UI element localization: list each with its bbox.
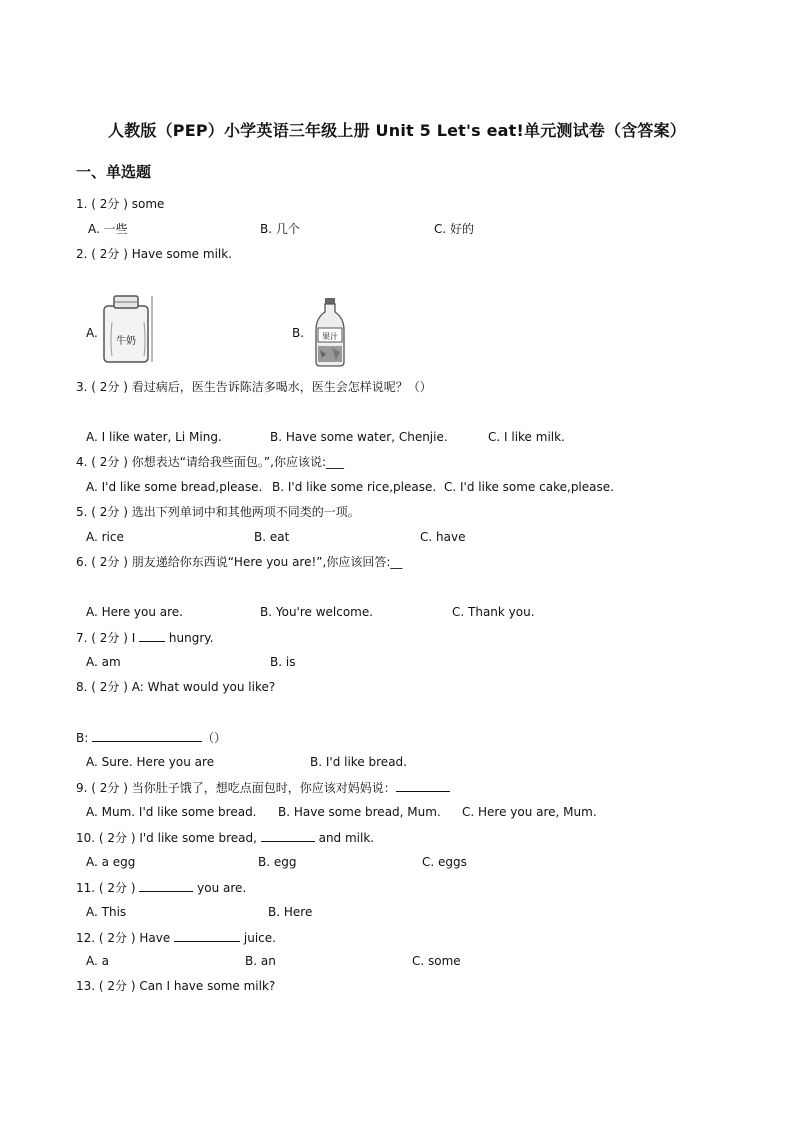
option-b[interactable]: B. eat [254,530,290,544]
option-a[interactable]: A. rice [86,530,124,544]
question-text: Have some milk. [131,247,232,261]
question-10 [76,829,374,846]
question-number: 13. ( 2分 ) [76,979,140,993]
question-number: 4. ( 2分 ) [76,455,132,469]
question-number: 5. ( 2分 ) [76,505,132,519]
juice-bottle-image [312,296,348,368]
option-a[interactable]: A. This [86,905,127,919]
milk-carton-image [100,292,156,366]
option-b[interactable]: B. You're welcome. [260,605,374,619]
option-b[interactable]: B. egg [258,855,297,869]
question-number: 2. ( 2分 ) [76,247,132,261]
question-5 [76,504,360,520]
option-b[interactable]: B. an [245,954,276,968]
answer-blank[interactable] [92,729,202,742]
question-3 [76,379,432,395]
speaker-label: B: [76,731,89,745]
question-8 [76,679,275,695]
question-text: hungry. [168,631,214,645]
option-b[interactable]: B. 几个 [260,222,300,236]
question-9 [76,779,450,796]
option-b[interactable]: B. Have some bread, Mum. [278,805,441,819]
option-a[interactable]: A. Here you are. [86,605,183,619]
answer-paren: （） [202,731,227,745]
question-1 [76,196,164,212]
question-text: 你想表达“请给我些面包。”,你应该说:___ [131,455,345,469]
question-text: I'd like some bread, [139,831,257,845]
option-a[interactable]: A. am [86,655,121,669]
page-title: 人教版（PEP）小学英语三年级上册 Unit 5 Let's eat!单元测试卷（含答案） [107,121,687,140]
question-13 [76,978,275,994]
question-number: 8. ( 2分 ) [76,680,132,694]
question-text: some [131,197,165,211]
question-text: 选出下列单词中和其他两项不同类的一项。 [131,505,360,519]
option-a[interactable]: A. I'd like some bread,please. [86,480,263,494]
option-c[interactable]: C. have [420,530,466,544]
option-a[interactable]: A. a egg [86,855,136,869]
question-number: 3. ( 2分 ) [76,380,132,394]
question-4 [76,454,344,470]
question-7 [76,629,214,646]
question-text: A: What would you like? [131,680,276,694]
question-number: 12. ( 2分 ) [76,931,140,945]
question-number: 7. ( 2分 ) [76,631,132,645]
answer-blank[interactable] [261,829,315,842]
option-b[interactable]: B. [292,326,305,340]
option-a[interactable]: A. a [86,954,109,968]
question-number: 1. ( 2分 ) [76,197,132,211]
answer-blank[interactable] [139,879,193,892]
question-2 [76,246,232,262]
answer-blank[interactable] [139,629,165,642]
option-c[interactable]: C. I'd like some cake,please. [444,480,614,494]
option-c[interactable]: C. Thank you. [452,605,535,619]
option-a[interactable]: A. Sure. Here you are [86,755,215,769]
option-c[interactable]: C. Here you are, Mum. [462,805,597,819]
option-b[interactable]: B. Have some water, Chenjie. [270,430,448,444]
question-number: 6. ( 2分 ) [76,555,132,569]
option-c[interactable]: C. I like milk. [488,430,565,444]
question-text: I [131,631,136,645]
option-a[interactable]: A. [86,326,98,340]
question-number: 9. ( 2分 ) [76,781,132,795]
option-c[interactable]: C. 好的 [434,222,475,236]
question-number: 11. ( 2分 ) [76,881,140,895]
dialogue-b-line [76,729,226,746]
question-text: you are. [197,881,247,895]
option-a[interactable]: A. Mum. I'd like some bread. [86,805,257,819]
question-11 [76,879,246,896]
option-b[interactable]: B. is [270,655,296,669]
option-b[interactable]: B. I'd like some rice,please. [272,480,437,494]
milk-label: 牛奶 [116,336,136,347]
question-text: 看过病后，医生告诉陈洁多喝水，医生会怎样说呢？（） [131,380,432,394]
option-a[interactable]: A. 一些 [88,222,128,236]
question-number: 10. ( 2分 ) [76,831,140,845]
question-text: Have [139,931,171,945]
question-text: Can I have some milk? [139,979,276,993]
question-text: 当你肚子饿了，想吃点面包时，你应该对妈妈说： [131,781,396,795]
section-heading: 一、单选题 [76,163,152,181]
question-12 [76,929,276,946]
question-6 [76,554,402,570]
question-text: and milk. [318,831,375,845]
juice-label: 果汁 [322,332,338,341]
option-c[interactable]: C. some [412,954,461,968]
question-text: 朋友递给你东西说“Here you are!”,你应该回答:__ [131,555,403,569]
question-text: juice. [243,931,276,945]
option-c[interactable]: C. eggs [422,855,467,869]
option-b[interactable]: B. I'd like bread. [310,755,407,769]
option-a[interactable]: A. I like water, Li Ming. [86,430,222,444]
answer-blank[interactable] [174,929,240,942]
answer-blank[interactable] [396,779,450,792]
option-b[interactable]: B. Here [268,905,313,919]
